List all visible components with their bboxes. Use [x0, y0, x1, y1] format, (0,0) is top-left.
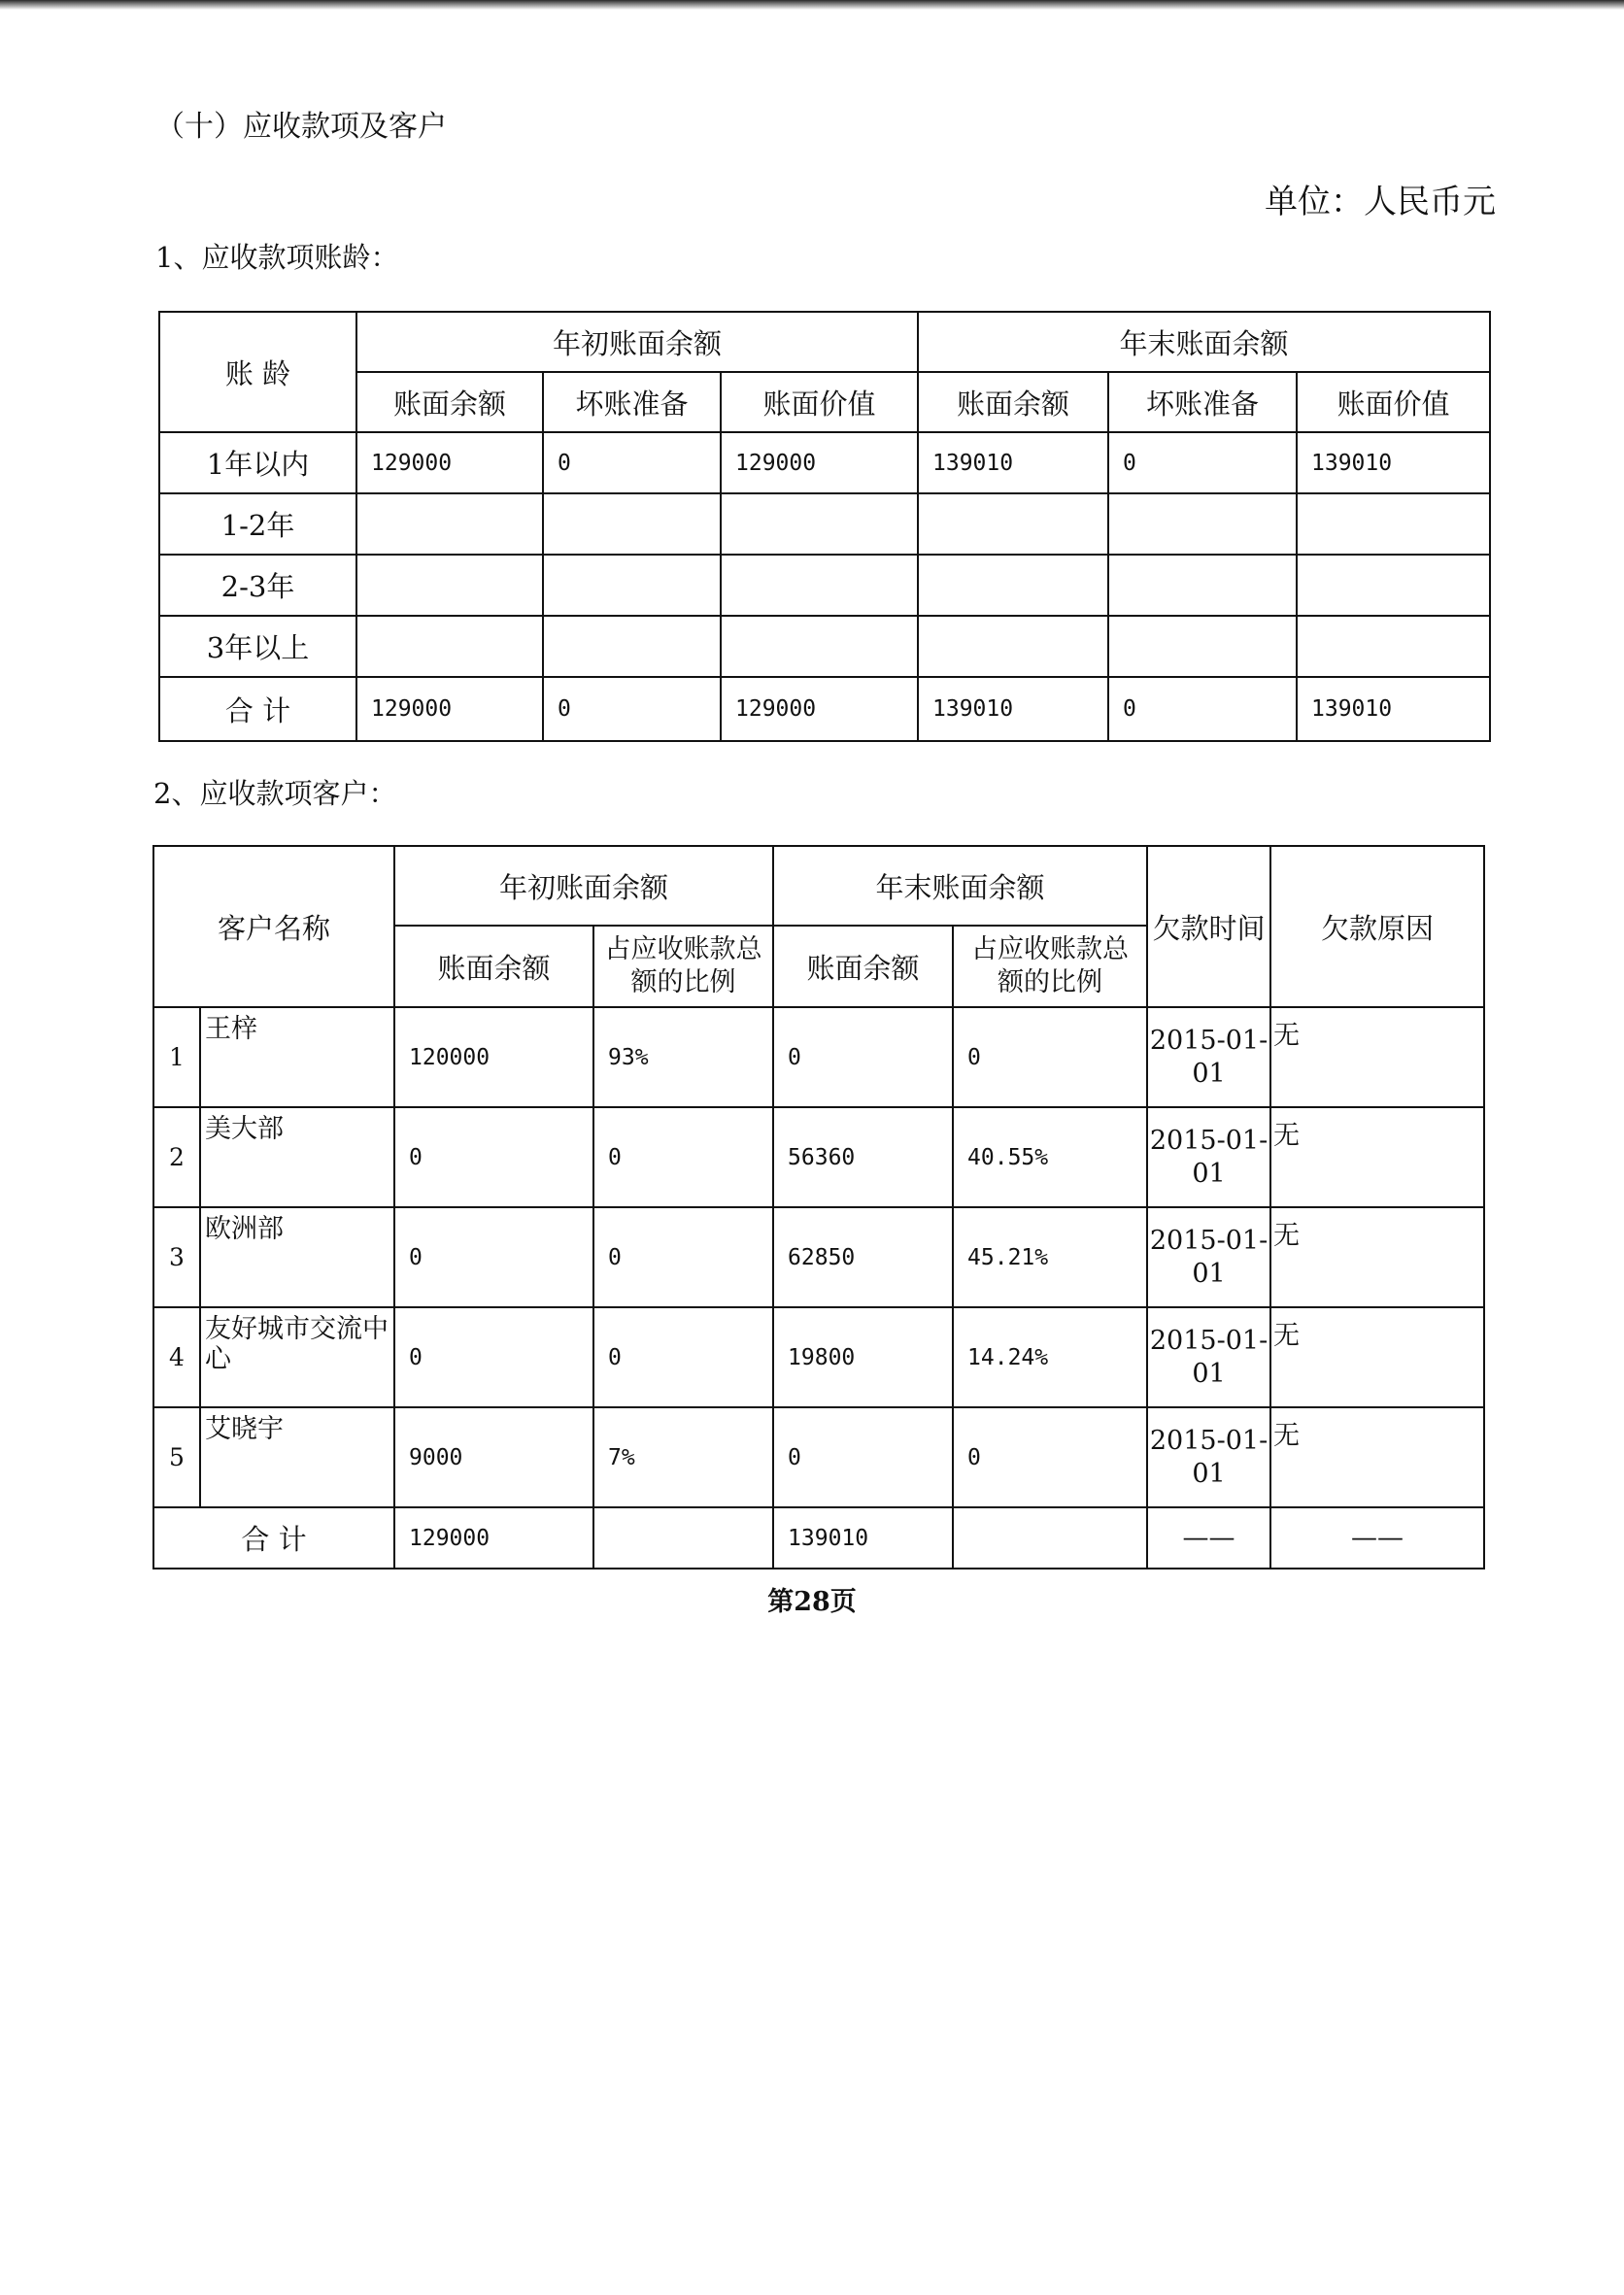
customer-name: 友好城市交流中心: [200, 1307, 394, 1407]
header-end-book-value: 账面价值: [1297, 372, 1490, 432]
date-line-1: 2015-01-: [1149, 1225, 1269, 1256]
header-aging: 账 龄: [159, 312, 356, 432]
arrears-reason: 无: [1270, 1407, 1484, 1507]
cell-value: [1108, 616, 1297, 677]
header-end-balance: 年末账面余额: [918, 312, 1490, 372]
customer-name: 王梓: [200, 1007, 394, 1107]
page-number: 第28页: [767, 1587, 857, 1617]
date-line-2: 01: [1192, 1258, 1226, 1289]
arrears-reason: 无: [1270, 1007, 1484, 1107]
ratio-line-1: 占应收账款总: [604, 934, 762, 964]
cell-value: [356, 555, 543, 616]
cell-value: 0: [953, 1007, 1147, 1107]
date-line-2: 01: [1192, 1058, 1226, 1089]
cell-value: [953, 1507, 1147, 1569]
cell-value: [1108, 555, 1297, 616]
header-arrears-time: 欠款时间: [1147, 846, 1270, 1007]
cell-value: 129000: [721, 677, 918, 741]
cell-value: [721, 493, 918, 555]
cell-value: 0: [953, 1407, 1147, 1507]
cell-value: [1108, 493, 1297, 555]
row-index: 5: [153, 1407, 200, 1507]
header-end-book-balance: 账面余额: [773, 926, 953, 1007]
cell-value: 129000: [394, 1507, 593, 1569]
cell-value: 0: [773, 1007, 953, 1107]
cell-value: 139010: [1297, 432, 1490, 493]
arrears-date: [1147, 1007, 1270, 1107]
table-row: [159, 493, 1490, 555]
date-line-2: 01: [1192, 1358, 1226, 1389]
customer-name: 美大部: [200, 1107, 394, 1207]
cell-value: 0: [1108, 677, 1297, 741]
cell-value: 0: [394, 1307, 593, 1407]
cell-value: 56360: [773, 1107, 953, 1207]
cell-value: 139010: [918, 677, 1108, 741]
date-line-2: 01: [1192, 1158, 1226, 1189]
date-line-1: 2015-01-: [1149, 1325, 1269, 1356]
aging-table-title: 1、应收款项账龄：: [155, 241, 399, 274]
row-index: 1: [153, 1007, 200, 1107]
cell-value: [356, 616, 543, 677]
header-begin-balance: 年初账面余额: [356, 312, 918, 372]
cell-value: 139010: [773, 1507, 953, 1569]
table-row: [153, 1107, 1484, 1207]
cell-value: 139010: [918, 432, 1108, 493]
scan-top-edge: [0, 0, 1624, 10]
cell-value: [721, 616, 918, 677]
cell-value: 120000: [394, 1007, 593, 1107]
table-row: [153, 1207, 1484, 1307]
cell-value: 0: [394, 1107, 593, 1207]
arrears-date: [1147, 1407, 1270, 1507]
cell-value: 0: [593, 1207, 773, 1307]
ratio-line-1: 占应收账款总: [971, 934, 1130, 964]
aging-label: 1-2年: [159, 493, 356, 555]
arrears-reason: 无: [1270, 1307, 1484, 1407]
header-end-book-balance: 账面余额: [918, 372, 1108, 432]
cell-value: [356, 493, 543, 555]
aging-label: 1年以内: [159, 432, 356, 493]
table-row: [153, 1007, 1484, 1107]
cell-value: 45.21%: [953, 1207, 1147, 1307]
row-index: 3: [153, 1207, 200, 1307]
cell-value: 129000: [356, 677, 543, 741]
cell-value: 129000: [356, 432, 543, 493]
aging-total-label: 合 计: [159, 677, 356, 741]
cell-value: [1297, 555, 1490, 616]
table-row: [159, 432, 1490, 493]
cell-value: 40.55%: [953, 1107, 1147, 1207]
cell-value: 129000: [721, 432, 918, 493]
currency-unit: 单位：人民币元: [1265, 183, 1496, 221]
total-row: [159, 677, 1490, 741]
customer-table-title: 2、应收款项客户：: [153, 777, 397, 810]
arrears-reason: 无: [1270, 1207, 1484, 1307]
cell-value: [918, 555, 1108, 616]
cell-value: 19800: [773, 1307, 953, 1407]
header-end-ratio: [953, 926, 1147, 1007]
cell-value: [543, 616, 721, 677]
cell-value: 0: [593, 1307, 773, 1407]
cell-value: [543, 555, 721, 616]
cell-value: [918, 493, 1108, 555]
aging-label: 2-3年: [159, 555, 356, 616]
table-row: [153, 1407, 1484, 1507]
cell-value: [721, 555, 918, 616]
aging-label: 3年以上: [159, 616, 356, 677]
cell-value: 0: [1108, 432, 1297, 493]
ratio-line-2: 额的比例: [998, 967, 1103, 997]
cell-value: [1297, 493, 1490, 555]
total-row: [153, 1507, 1484, 1569]
cell-value: 62850: [773, 1207, 953, 1307]
date-line-2: 01: [1192, 1458, 1226, 1489]
header-customer-name: 客户名称: [153, 846, 394, 1007]
table-row: [153, 1307, 1484, 1407]
date-line-1: 2015-01-: [1149, 1025, 1269, 1056]
cell-value: 0: [773, 1407, 953, 1507]
cell-value: 0: [593, 1107, 773, 1207]
cell-value: 93%: [593, 1007, 773, 1107]
cell-value: 0: [394, 1207, 593, 1307]
cell-value: 9000: [394, 1407, 593, 1507]
cell-value: 0: [543, 432, 721, 493]
header-begin-book-balance: 账面余额: [394, 926, 593, 1007]
header-begin-allowance: 坏账准备: [543, 372, 721, 432]
cell-value: [593, 1507, 773, 1569]
header-begin-balance: 年初账面余额: [394, 846, 773, 926]
cell-value: [918, 616, 1108, 677]
cell-value: 7%: [593, 1407, 773, 1507]
arrears-date: [1147, 1107, 1270, 1207]
header-arrears-reason: 欠款原因: [1270, 846, 1484, 1007]
date-line-1: 2015-01-: [1149, 1125, 1269, 1156]
row-index: 2: [153, 1107, 200, 1207]
header-begin-ratio: [593, 926, 773, 1007]
arrears-reason: 无: [1270, 1107, 1484, 1207]
cell-value: 139010: [1297, 677, 1490, 741]
section-title: （十）应收款项及客户: [155, 110, 447, 144]
header-begin-book-balance: 账面余额: [356, 372, 543, 432]
date-line-1: 2015-01-: [1149, 1425, 1269, 1456]
aging-table: [158, 311, 1491, 742]
customer-name: 欧洲部: [200, 1207, 394, 1307]
cell-value: 14.24%: [953, 1307, 1147, 1407]
table-row: [159, 555, 1490, 616]
arrears-date: [1147, 1207, 1270, 1307]
arrears-date: [1147, 1307, 1270, 1407]
header-end-allowance: 坏账准备: [1108, 372, 1297, 432]
table-row: [159, 616, 1490, 677]
total-time-dash: ——: [1147, 1507, 1270, 1569]
total-reason-dash: ——: [1270, 1507, 1484, 1569]
ratio-line-2: 额的比例: [630, 967, 736, 997]
cell-value: 0: [543, 677, 721, 741]
header-end-balance: 年末账面余额: [773, 846, 1147, 926]
customer-name: 艾晓宇: [200, 1407, 394, 1507]
customer-total-label: 合 计: [153, 1507, 394, 1569]
customer-table: [152, 845, 1485, 1569]
cell-value: [1297, 616, 1490, 677]
cell-value: [543, 493, 721, 555]
row-index: 4: [153, 1307, 200, 1407]
header-begin-book-value: 账面价值: [721, 372, 918, 432]
